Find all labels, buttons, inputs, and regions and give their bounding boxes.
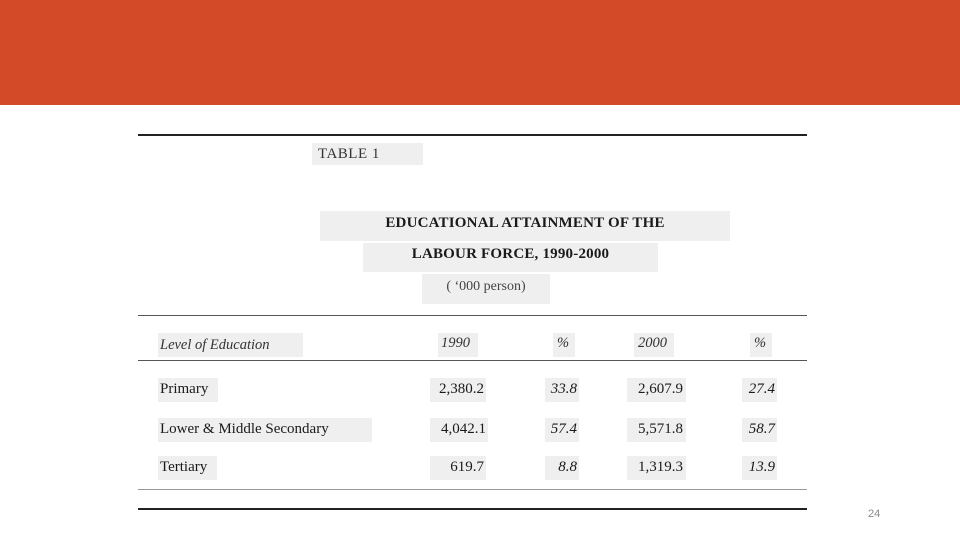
row-2000: 2,607.9: [627, 378, 686, 402]
header-pct-2000: %: [750, 333, 772, 357]
header-1990: 1990: [438, 333, 478, 357]
header-2000: 2000: [634, 333, 674, 357]
row-pct-1990: 33.8: [545, 378, 579, 402]
row-2000: 1,319.3: [627, 456, 686, 480]
row-pct-2000: 58.7: [742, 418, 777, 442]
row-level: Primary: [158, 378, 218, 402]
row-level: Tertiary: [158, 456, 217, 480]
row-pct-2000: 27.4: [742, 378, 777, 402]
row-pct-2000: 13.9: [742, 456, 777, 480]
bottom-rule: [138, 508, 807, 510]
table-unit-note: ( ‘000 person): [422, 274, 550, 304]
header-top-rule: [138, 315, 807, 316]
top-rule: [138, 134, 807, 136]
row-pct-1990: 57.4: [545, 418, 579, 442]
row-level: Lower & Middle Secondary: [158, 418, 372, 442]
header-level: Level of Education: [158, 333, 303, 357]
header-pct-1990: %: [553, 333, 575, 357]
row-1990: 2,380.2: [430, 378, 486, 402]
table-title-line1: EDUCATIONAL ATTAINMENT OF THE: [320, 211, 730, 241]
table-caption: TABLE 1: [312, 143, 423, 165]
row-pct-1990: 8.8: [545, 456, 579, 480]
row-2000: 5,571.8: [627, 418, 686, 442]
row-1990: 619.7: [430, 456, 486, 480]
header-bottom-rule: [138, 360, 807, 361]
title-banner: [0, 0, 960, 105]
row-1990: 4,042.1: [430, 418, 488, 442]
page-number: 24: [868, 508, 881, 520]
body-bottom-rule: [138, 489, 807, 490]
table-title-line2: LABOUR FORCE, 1990-2000: [363, 243, 658, 272]
